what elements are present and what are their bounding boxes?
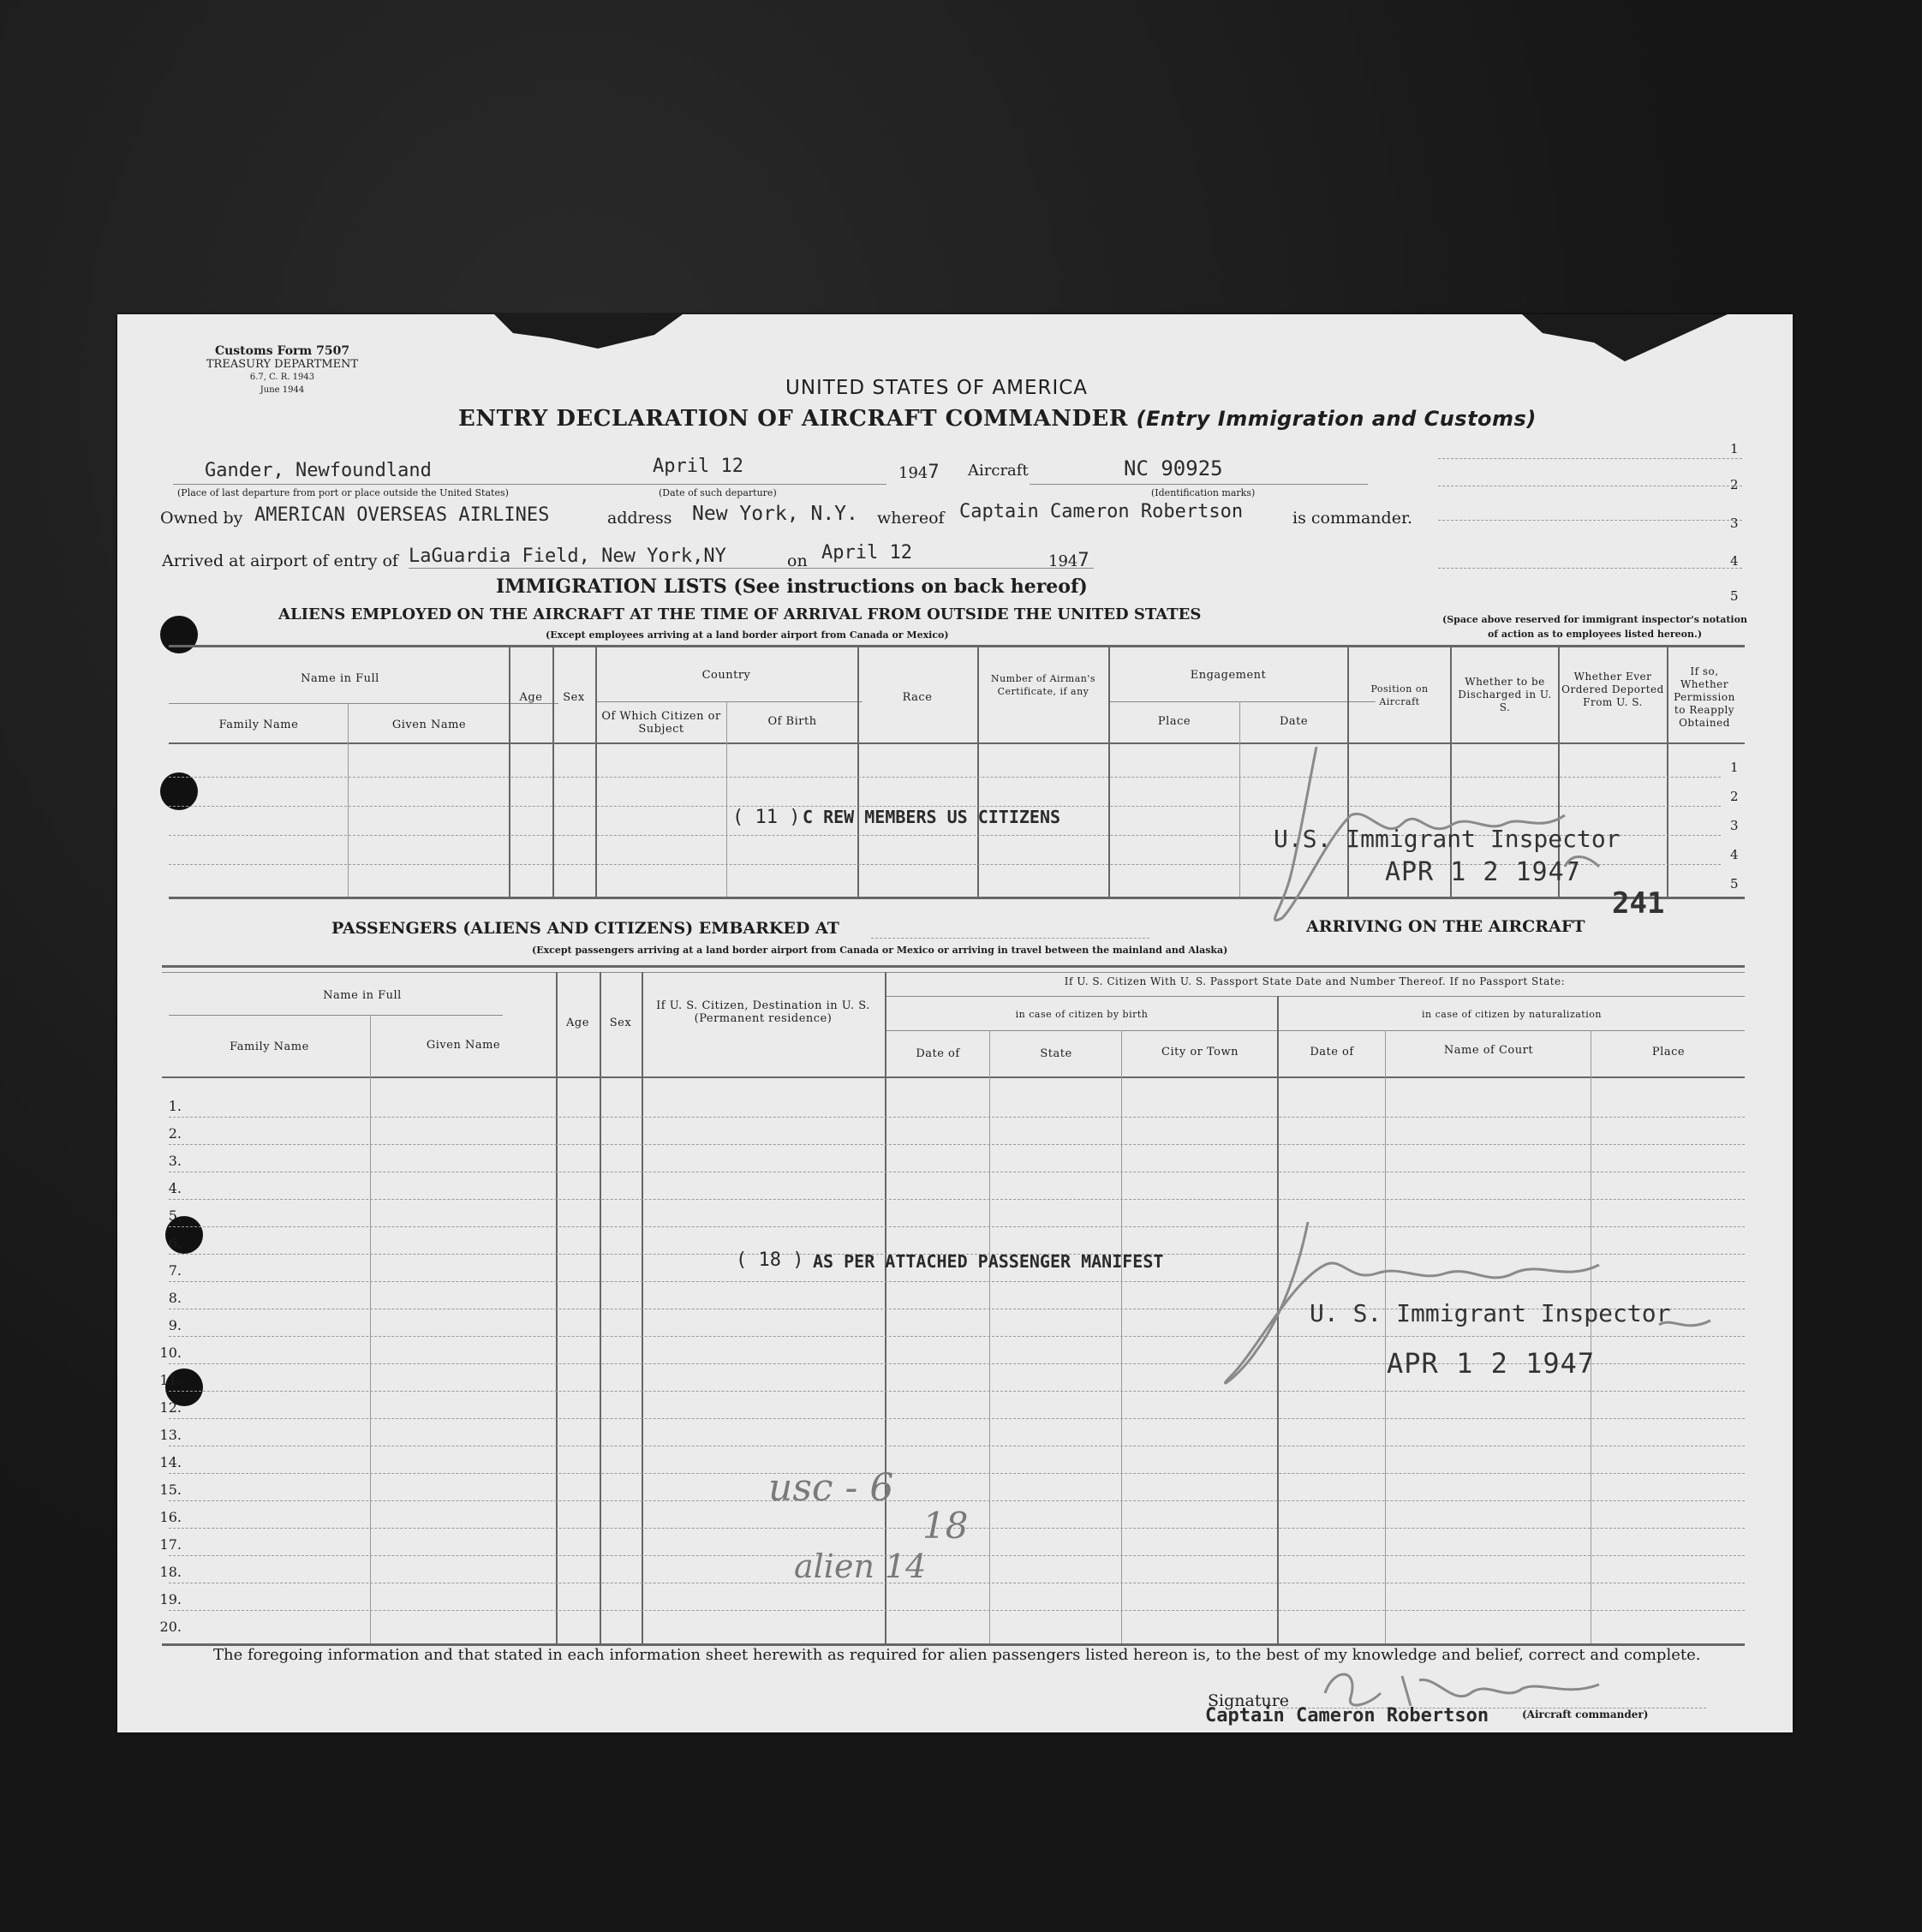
passenger-count: ( 18 ) bbox=[736, 1249, 804, 1271]
p-col-sex: Sex bbox=[609, 1017, 632, 1029]
departure-place-caption: (Place of last departure from port or place outside the United States) bbox=[177, 487, 509, 498]
reserved-note: (Space above reserved for immigrant inspector's notation of action as to employees listed hereon.) bbox=[1442, 614, 1747, 640]
passengers-heading: PASSENGERS (ALIENS AND CITIZENS) EMBARKED AT bbox=[331, 919, 839, 938]
col-given-name: Given Name bbox=[391, 719, 467, 731]
table-row: 17. bbox=[152, 1530, 1745, 1557]
customs-form-number: Customs Form 7507 bbox=[214, 344, 350, 358]
crew-stamp-date: APR 1 2 1947 bbox=[1385, 857, 1581, 887]
passenger-entry: AS PER ATTACHED PASSENGER MANIFEST bbox=[813, 1251, 1164, 1272]
table-row: 5. bbox=[152, 1201, 1745, 1228]
margin-number: 3 bbox=[1730, 516, 1739, 531]
table-row: 1. bbox=[152, 1091, 1745, 1118]
aliens-subheading: (Except employees arriving at a land border airport from Canada or Mexico) bbox=[546, 629, 949, 641]
col-permission: If so, Whether Permission to Reapply Obtained bbox=[1674, 665, 1735, 729]
owned-by-label: Owned by bbox=[160, 509, 243, 528]
address-label: address bbox=[607, 509, 672, 528]
table-row: 10. bbox=[152, 1338, 1745, 1365]
table-row: 7. bbox=[152, 1255, 1745, 1283]
aircraft-id-caption: (Identification marks) bbox=[1151, 487, 1256, 498]
crew-row-number: 5 bbox=[1730, 876, 1739, 891]
crew-table-top bbox=[169, 645, 1745, 647]
p-col-date-of-2: Date of bbox=[1310, 1046, 1354, 1058]
table-row: 9. bbox=[152, 1310, 1745, 1338]
p-col-by-naturalization: in case of citizen by naturalization bbox=[1422, 1009, 1602, 1020]
document-page bbox=[117, 314, 1793, 1732]
col-engagement: Engagement bbox=[1190, 669, 1267, 682]
departure-place: Gander, Newfoundland bbox=[205, 460, 432, 481]
col-citizen-of: Of Which Citizen or Subject bbox=[601, 710, 721, 736]
table-row: 13. bbox=[152, 1420, 1745, 1447]
passenger-inspector-stamp: U. S. Immigrant Inspector bbox=[1310, 1299, 1671, 1327]
crew-row-number: 1 bbox=[1730, 760, 1739, 775]
table-row: 18. bbox=[152, 1557, 1745, 1584]
col-engagement-date: Date bbox=[1279, 715, 1309, 728]
table-row: 15. bbox=[152, 1475, 1745, 1502]
inspector-signature bbox=[1205, 1205, 1736, 1402]
departure-date-caption: (Date of such departure) bbox=[659, 487, 777, 498]
crew-row-number: 2 bbox=[1730, 789, 1739, 804]
crew-inspector-stamp: U.S. Immigrant Inspector bbox=[1274, 825, 1621, 853]
aircraft-label: Aircraft bbox=[968, 462, 1029, 480]
form-id-block bbox=[186, 345, 379, 397]
tally-alien: alien 14 bbox=[794, 1547, 927, 1585]
arrival-date: April 12 bbox=[821, 542, 912, 564]
table-row: 19. bbox=[152, 1584, 1745, 1612]
table-row: 8. bbox=[152, 1283, 1745, 1310]
passengers-subheading: (Except passengers arriving at a land border airport from Canada or Mexico or arriving in travel between the mainland and Alaska) bbox=[532, 945, 1228, 956]
torn-edge bbox=[1522, 314, 1728, 361]
col-position: Position on Aircraft bbox=[1370, 683, 1429, 707]
col-discharged: Whether to be Discharged in U. S. bbox=[1458, 676, 1552, 713]
inspector-signature bbox=[1248, 738, 1608, 935]
tally-total: 18 bbox=[922, 1505, 969, 1547]
immigration-lists-title: IMMIGRATION LISTS (See instructions on back hereof) bbox=[496, 575, 1088, 598]
crew-entry: C REW MEMBERS US CITIZENS bbox=[803, 807, 1061, 827]
p-col-passport: If U. S. Citizen With U. S. Passport State Date and Number Thereof. If no Passport State: bbox=[1064, 975, 1566, 987]
p-col-place: Place bbox=[1651, 1046, 1686, 1058]
cfr-reference: 6.7, C. R. 1943 bbox=[249, 373, 315, 382]
table-row: 3. bbox=[152, 1146, 1745, 1173]
p-col-by-birth: in case of citizen by birth bbox=[1015, 1009, 1149, 1020]
on-label: on bbox=[787, 552, 808, 570]
owner-address: New York, N.Y. bbox=[692, 503, 858, 525]
arrived-label: Arrived at airport of entry of bbox=[162, 552, 398, 570]
crew-row-number: 4 bbox=[1730, 847, 1739, 862]
table-row: 16. bbox=[152, 1502, 1745, 1530]
table-row: 4. bbox=[152, 1173, 1745, 1201]
margin-number: 2 bbox=[1730, 477, 1739, 492]
arrival-airport: LaGuardia Field, New York,NY bbox=[409, 546, 726, 567]
title-main: ENTRY DECLARATION OF AIRCRAFT COMMANDER bbox=[458, 406, 1128, 432]
table-row: 2. bbox=[152, 1118, 1745, 1146]
form-date: June 1944 bbox=[260, 385, 305, 395]
punch-hole bbox=[160, 616, 198, 653]
table-row: 12. bbox=[152, 1392, 1745, 1420]
passenger-stamp-date: APR 1 2 1947 bbox=[1387, 1347, 1596, 1380]
passengers-heading-right: ARRIVING ON THE AIRCRAFT bbox=[1306, 917, 1585, 936]
col-of-birth: Of Birth bbox=[767, 715, 817, 728]
col-deported: Whether Ever Ordered Deported From U. S. bbox=[1561, 671, 1664, 708]
col-sex: Sex bbox=[563, 691, 585, 704]
p-col-age: Age bbox=[566, 1017, 589, 1029]
tally-usc: usc - 6 bbox=[768, 1466, 894, 1510]
crew-count: ( 11 ) bbox=[732, 807, 801, 828]
col-country: Country bbox=[701, 669, 751, 682]
torn-edge bbox=[494, 314, 683, 349]
aliens-heading: ALIENS EMPLOYED ON THE AIRCRAFT AT THE TIME OF ARRIVAL FROM OUTSIDE THE UNITED STATES bbox=[278, 605, 1202, 623]
margin-number: 1 bbox=[1730, 441, 1739, 456]
certification-statement: The foregoing information and that stated in each information sheet herewith as required for alien passengers listed hereon is, to the best of my knowledge and belief, correct and complete. bbox=[213, 1646, 1701, 1664]
department: TREASURY DEPARTMENT bbox=[206, 358, 359, 371]
departure-date: April 12 bbox=[653, 456, 743, 477]
col-airman-cert: Number of Airman's Certificate, if any bbox=[990, 673, 1096, 697]
title-paren: (Entry Immigration and Customs) bbox=[1136, 407, 1537, 431]
table-row: 14. bbox=[152, 1447, 1745, 1475]
p-col-name-in-full: Name in Full bbox=[323, 989, 402, 1002]
aircraft-id: NC 90925 bbox=[1124, 456, 1223, 480]
punch-hole bbox=[160, 772, 198, 810]
col-family-name: Family Name bbox=[218, 719, 299, 731]
p-col-city: City or Town bbox=[1161, 1046, 1239, 1058]
owner-name: AMERICAN OVERSEAS AIRLINES bbox=[254, 504, 550, 526]
manifest-number: 241 bbox=[1612, 886, 1665, 921]
signature-label: Signature bbox=[1208, 1691, 1290, 1710]
p-col-state: State bbox=[1040, 1047, 1072, 1060]
signed-name: Captain Cameron Robertson bbox=[1205, 1705, 1489, 1726]
arrival-year: 1947 bbox=[1048, 550, 1089, 571]
table-row: 20. bbox=[159, 1619, 182, 1635]
p-col-date-of: Date of bbox=[916, 1047, 960, 1060]
country-heading: UNITED STATES OF AMERICA bbox=[785, 377, 1089, 399]
p-col-given-name: Given Name bbox=[426, 1039, 501, 1052]
table-row: 11. bbox=[152, 1365, 1745, 1392]
crew-row-number: 3 bbox=[1730, 818, 1739, 833]
departure-year: 1947 bbox=[898, 462, 940, 483]
commander-signature bbox=[1316, 1659, 1676, 1719]
col-name-in-full: Name in Full bbox=[301, 672, 379, 685]
margin-number: 4 bbox=[1730, 553, 1739, 569]
col-race: Race bbox=[902, 691, 933, 704]
commander-name: Captain Cameron Robertson bbox=[959, 501, 1244, 522]
col-age: Age bbox=[519, 691, 543, 704]
col-engagement-place: Place bbox=[1157, 715, 1191, 728]
passenger-table-top bbox=[162, 965, 1745, 968]
p-col-destination: If U. S. Citizen, Destination in U. S. (Permanent residence) bbox=[656, 999, 870, 1025]
whereof-label: whereof bbox=[877, 509, 945, 528]
margin-number: 5 bbox=[1730, 588, 1739, 604]
table-row: 6. bbox=[152, 1228, 1745, 1255]
signature-caption: (Aircraft commander) bbox=[1522, 1708, 1649, 1720]
p-col-court: Name of Court bbox=[1443, 1044, 1534, 1057]
p-col-family-name: Family Name bbox=[230, 1041, 309, 1053]
is-commander-label: is commander. bbox=[1292, 509, 1412, 528]
page-title bbox=[458, 406, 1537, 432]
